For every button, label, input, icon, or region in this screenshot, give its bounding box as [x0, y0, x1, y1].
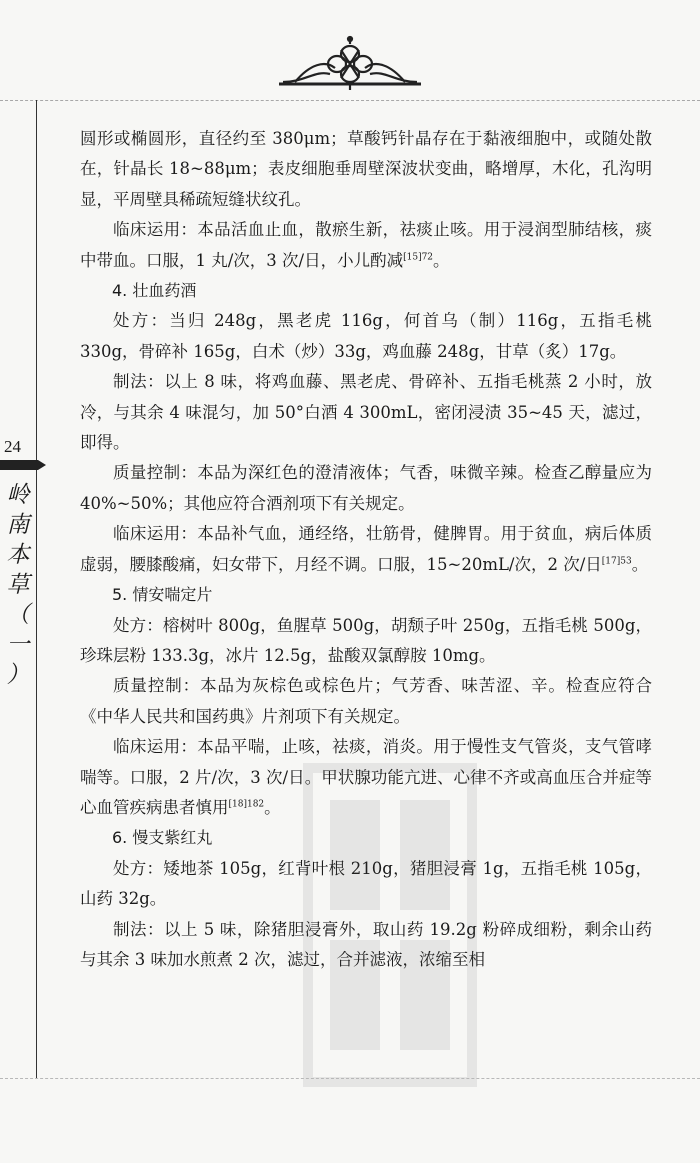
running-title-char: 本	[6, 542, 30, 568]
running-title-char: 南	[6, 512, 30, 538]
running-title-char: 岭	[6, 482, 30, 508]
margin-rule	[36, 100, 37, 1078]
paragraph	[80, 367, 652, 458]
paragraph	[80, 458, 652, 519]
section-heading	[80, 276, 652, 306]
citation-superscript: [18]182	[228, 799, 265, 810]
running-title-char: ）	[6, 662, 30, 688]
text-run: 质量控制：本品为灰棕色或棕色片；气芳香、味苦涩、辛。检查应符合《中华人民共和国药典》片剂项下有关规定。	[80, 676, 652, 726]
paragraph	[80, 519, 652, 580]
text-run: 临床运用：本品平喘，止咳，祛痰，消炎。用于慢性支气管炎，支气管哮喘等。口服，2 片/次，3 次/日。甲状腺功能亢进、心律不齐或高血压合并症等心血管疾病患者慎用	[80, 737, 652, 817]
running-title-char: 一	[6, 632, 30, 658]
text-run: 。	[631, 554, 649, 574]
text-run: 圆形或椭圆形，直径约至 380μm；草酸钙针晶存在于黏液细胞中，或随处散在，针晶长 18~88μm；表皮细胞垂周壁深波状变曲，略增厚，木化，孔沟明显，平周壁具稀疏短缝状纹孔。	[80, 129, 652, 209]
text-run: 处方：矮地茶 105g，红背叶根 210g，猪胆浸膏 1g，五指毛桃 105g，山药 32g。	[80, 858, 652, 909]
text-run: 4. 壮血药酒	[112, 281, 197, 301]
paragraph	[80, 306, 652, 367]
text-run: 。	[264, 797, 281, 817]
text-run: 临床运用：本品补气血，通经络，壮筋骨，健脾胃。用于贫血，病后体质虚弱，腰膝酸痛，妇女带下，月经不调。口服，15~20mL/次，2 次/日	[80, 524, 652, 574]
paragraph-continued	[80, 124, 652, 215]
page-number: 24	[4, 437, 21, 456]
citation-superscript: [17]53	[601, 556, 632, 567]
sidebar-marker	[0, 460, 38, 470]
citation-superscript: [15]72	[403, 252, 434, 263]
paragraph	[80, 611, 652, 672]
text-run: 制法：以上 8 味，将鸡血藤、黑老虎、骨碎补、五指毛桃蒸 2 小时，放冷，与其余 4 味混匀，加 50°白酒 4 300mL，密闭浸渍 35~45 天，滤过，即得。	[80, 372, 652, 453]
paragraph	[80, 671, 652, 732]
text-run: 6. 慢支紫红丸	[112, 828, 213, 848]
text-run: 处方：当归 248g，黑老虎 116g，何首乌（制）116g，五指毛桃 330g，骨碎补 165g，白术（炒）33g，鸡血藤 248g，甘草（炙）17g。	[80, 311, 652, 361]
text-run: 。	[433, 250, 450, 270]
paragraph	[80, 215, 652, 276]
text-run: 处方：榕树叶 800g，鱼腥草 500g，胡颓子叶 250g，五指毛桃 500g，珍珠层粉 133.3g，冰片 12.5g，盐酸双氯醇胺 10mg。	[80, 615, 652, 665]
text-run: 质量控制：本品为深红色的澄清液体；气香，味微辛辣。检查乙醇量应为 40%~50%；其他应符合酒剂项下有关规定。	[80, 463, 652, 513]
running-title-char: 草	[6, 572, 30, 598]
text-run: 5. 情安喘定片	[112, 585, 213, 605]
footer-rule	[0, 1078, 700, 1079]
running-title	[4, 480, 32, 690]
text-run: 临床运用：本品活血止血，散瘀生新，祛痰止咳。用于浸润型肺结核，痰中带血。口服，1 丸/次，3 次/日，小儿酌减	[80, 220, 652, 270]
section-heading	[80, 580, 652, 610]
text-run: 制法：以上 5 味，除猪胆浸膏外，取山药 19.2g 粉碎成细粉，剩余山药与其余 3 味加水煎煮 2 次，滤过，合并滤液，浓缩至相	[80, 919, 652, 969]
header-rule	[0, 100, 700, 101]
decorative-ornament	[275, 34, 425, 94]
running-title-char: （	[6, 602, 30, 628]
seal-watermark	[300, 760, 480, 1090]
